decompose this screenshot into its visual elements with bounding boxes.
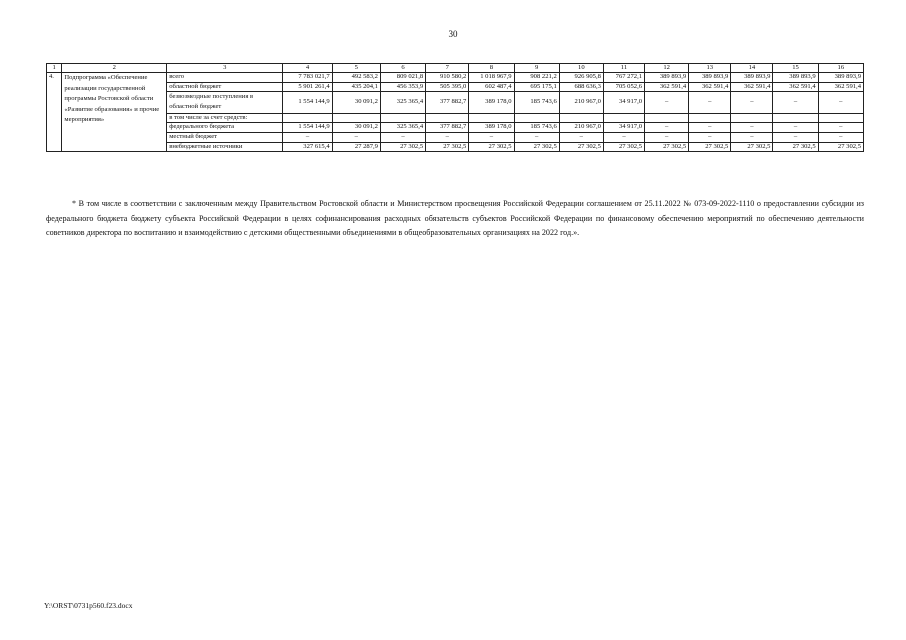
value-cell: 34 917,0: [603, 123, 644, 133]
value-cell: [818, 113, 863, 123]
value-cell: 362 591,4: [818, 82, 863, 92]
value-cell: 456 353,9: [380, 82, 425, 92]
value-cell: 505 395,0: [426, 82, 469, 92]
value-cell: 908 221,2: [514, 73, 559, 83]
value-cell: –: [773, 92, 818, 114]
column-header: 1: [47, 64, 62, 73]
value-cell: [645, 113, 689, 123]
value-cell: –: [731, 92, 773, 114]
value-cell: 389 893,9: [731, 73, 773, 83]
value-cell: –: [731, 123, 773, 133]
value-cell: 27 302,5: [645, 142, 689, 152]
value-cell: 926 905,8: [559, 73, 603, 83]
row-index: 4.: [47, 73, 62, 152]
value-cell: 389 178,0: [469, 92, 514, 114]
value-cell: [559, 113, 603, 123]
funding-source: в том числе за счет средств:: [167, 113, 283, 123]
column-header: 14: [731, 64, 773, 73]
value-cell: 27 302,5: [689, 142, 731, 152]
value-cell: 27 302,5: [426, 142, 469, 152]
value-cell: 185 743,6: [514, 92, 559, 114]
value-cell: 27 302,5: [380, 142, 425, 152]
value-cell: 185 743,6: [514, 123, 559, 133]
value-cell: 1 554 144,9: [283, 123, 332, 133]
column-header: 8: [469, 64, 514, 73]
value-cell: 362 591,4: [689, 82, 731, 92]
column-header: 3: [167, 64, 283, 73]
value-cell: –: [818, 132, 863, 142]
column-header: 11: [603, 64, 644, 73]
value-cell: –: [689, 92, 731, 114]
value-cell: 27 302,5: [773, 142, 818, 152]
table-row: [47, 123, 864, 133]
value-cell: 30 091,2: [332, 92, 380, 114]
value-cell: 27 302,5: [818, 142, 863, 152]
column-header: 16: [818, 64, 863, 73]
value-cell: 705 052,6: [603, 82, 644, 92]
value-cell: –: [426, 132, 469, 142]
value-cell: [773, 113, 818, 123]
value-cell: 5 901 261,4: [283, 82, 332, 92]
value-cell: –: [283, 132, 332, 142]
value-cell: 389 893,9: [689, 73, 731, 83]
value-cell: [469, 113, 514, 123]
value-cell: –: [603, 132, 644, 142]
funding-source: областной бюджет: [167, 82, 283, 92]
funding-source: всего: [167, 73, 283, 83]
value-cell: [731, 113, 773, 123]
value-cell: 389 178,0: [469, 123, 514, 133]
value-cell: [426, 113, 469, 123]
value-cell: 389 893,9: [645, 73, 689, 83]
value-cell: [332, 113, 380, 123]
table-row: [47, 73, 864, 83]
value-cell: 27 302,5: [469, 142, 514, 152]
value-cell: 389 893,9: [773, 73, 818, 83]
value-cell: 389 893,9: [818, 73, 863, 83]
program-name: Подпрограмма «Обеспечение реализации государственной программы Ростовской области «Развитие образования» и прочие мероприятия»: [62, 73, 167, 152]
value-cell: 30 091,2: [332, 123, 380, 133]
value-cell: 767 272,1: [603, 73, 644, 83]
table-row: [47, 113, 864, 123]
value-cell: –: [773, 132, 818, 142]
file-path: Y:\ORST\0731p560.f23.docx: [44, 601, 133, 610]
value-cell: –: [731, 132, 773, 142]
value-cell: [380, 113, 425, 123]
value-cell: 210 967,0: [559, 123, 603, 133]
value-cell: –: [469, 132, 514, 142]
value-cell: 325 365,4: [380, 92, 425, 114]
funding-source: безвозмездные поступления в областной бюджет: [167, 92, 283, 114]
value-cell: –: [689, 132, 731, 142]
value-cell: [603, 113, 644, 123]
table-row: [47, 82, 864, 92]
footnote-text: * В том числе в соответствии с заключенным между Правительством Ростовской области и Министерством просвещения Российской Федерации соглашением от 25.11.2022 № 073-09-2022-1110 о предоставлении субсидии из федерального бюджета бюджету субъекта Российской Федерации в целях софинансирования расходных обязательств субъектов Российской Федерации по финансовому обеспечению мероприятий по обеспечению деятельности советников директора по воспитанию и взаимодействию с детскими общественными объединениями в общеобразовательных организациях на 2022 год.».: [46, 199, 864, 237]
column-header: 13: [689, 64, 731, 73]
column-header: 4: [283, 64, 332, 73]
funding-source: федерального бюджета: [167, 123, 283, 133]
column-header: 10: [559, 64, 603, 73]
value-cell: –: [818, 123, 863, 133]
value-cell: –: [645, 132, 689, 142]
value-cell: –: [645, 123, 689, 133]
table-header-row: [47, 64, 864, 73]
value-cell: [689, 113, 731, 123]
value-cell: –: [559, 132, 603, 142]
budget-table: [46, 63, 864, 152]
value-cell: 7 783 021,7: [283, 73, 332, 83]
value-cell: 210 967,0: [559, 92, 603, 114]
page-number: 30: [448, 29, 458, 39]
table-row: [47, 142, 864, 152]
value-cell: –: [818, 92, 863, 114]
value-cell: 325 365,4: [380, 123, 425, 133]
column-header: 5: [332, 64, 380, 73]
value-cell: 362 591,4: [773, 82, 818, 92]
value-cell: 377 882,7: [426, 92, 469, 114]
value-cell: 492 583,2: [332, 73, 380, 83]
value-cell: 34 917,0: [603, 92, 644, 114]
value-cell: 27 302,5: [603, 142, 644, 152]
value-cell: 910 580,2: [426, 73, 469, 83]
value-cell: 27 287,9: [332, 142, 380, 152]
column-header: 6: [380, 64, 425, 73]
value-cell: –: [689, 123, 731, 133]
value-cell: 377 882,7: [426, 123, 469, 133]
value-cell: [514, 113, 559, 123]
column-header: 9: [514, 64, 559, 73]
column-header: 15: [773, 64, 818, 73]
value-cell: –: [332, 132, 380, 142]
column-header: 12: [645, 64, 689, 73]
footnote: [46, 197, 864, 241]
value-cell: –: [380, 132, 425, 142]
value-cell: –: [514, 132, 559, 142]
value-cell: 1 018 967,9: [469, 73, 514, 83]
column-header: 2: [62, 64, 167, 73]
value-cell: 602 487,4: [469, 82, 514, 92]
table-row: [47, 132, 864, 142]
value-cell: 688 636,3: [559, 82, 603, 92]
value-cell: 27 302,5: [559, 142, 603, 152]
value-cell: 362 591,4: [645, 82, 689, 92]
value-cell: 362 591,4: [731, 82, 773, 92]
value-cell: 27 302,5: [514, 142, 559, 152]
funding-source: внебюджетные источники: [167, 142, 283, 152]
value-cell: 809 021,8: [380, 73, 425, 83]
value-cell: 695 175,1: [514, 82, 559, 92]
column-header: 7: [426, 64, 469, 73]
value-cell: 327 615,4: [283, 142, 332, 152]
value-cell: [283, 113, 332, 123]
value-cell: –: [773, 123, 818, 133]
value-cell: –: [645, 92, 689, 114]
value-cell: 435 204,1: [332, 82, 380, 92]
table-row: [47, 92, 864, 114]
funding-source: местный бюджет: [167, 132, 283, 142]
value-cell: 1 554 144,9: [283, 92, 332, 114]
value-cell: 27 302,5: [731, 142, 773, 152]
